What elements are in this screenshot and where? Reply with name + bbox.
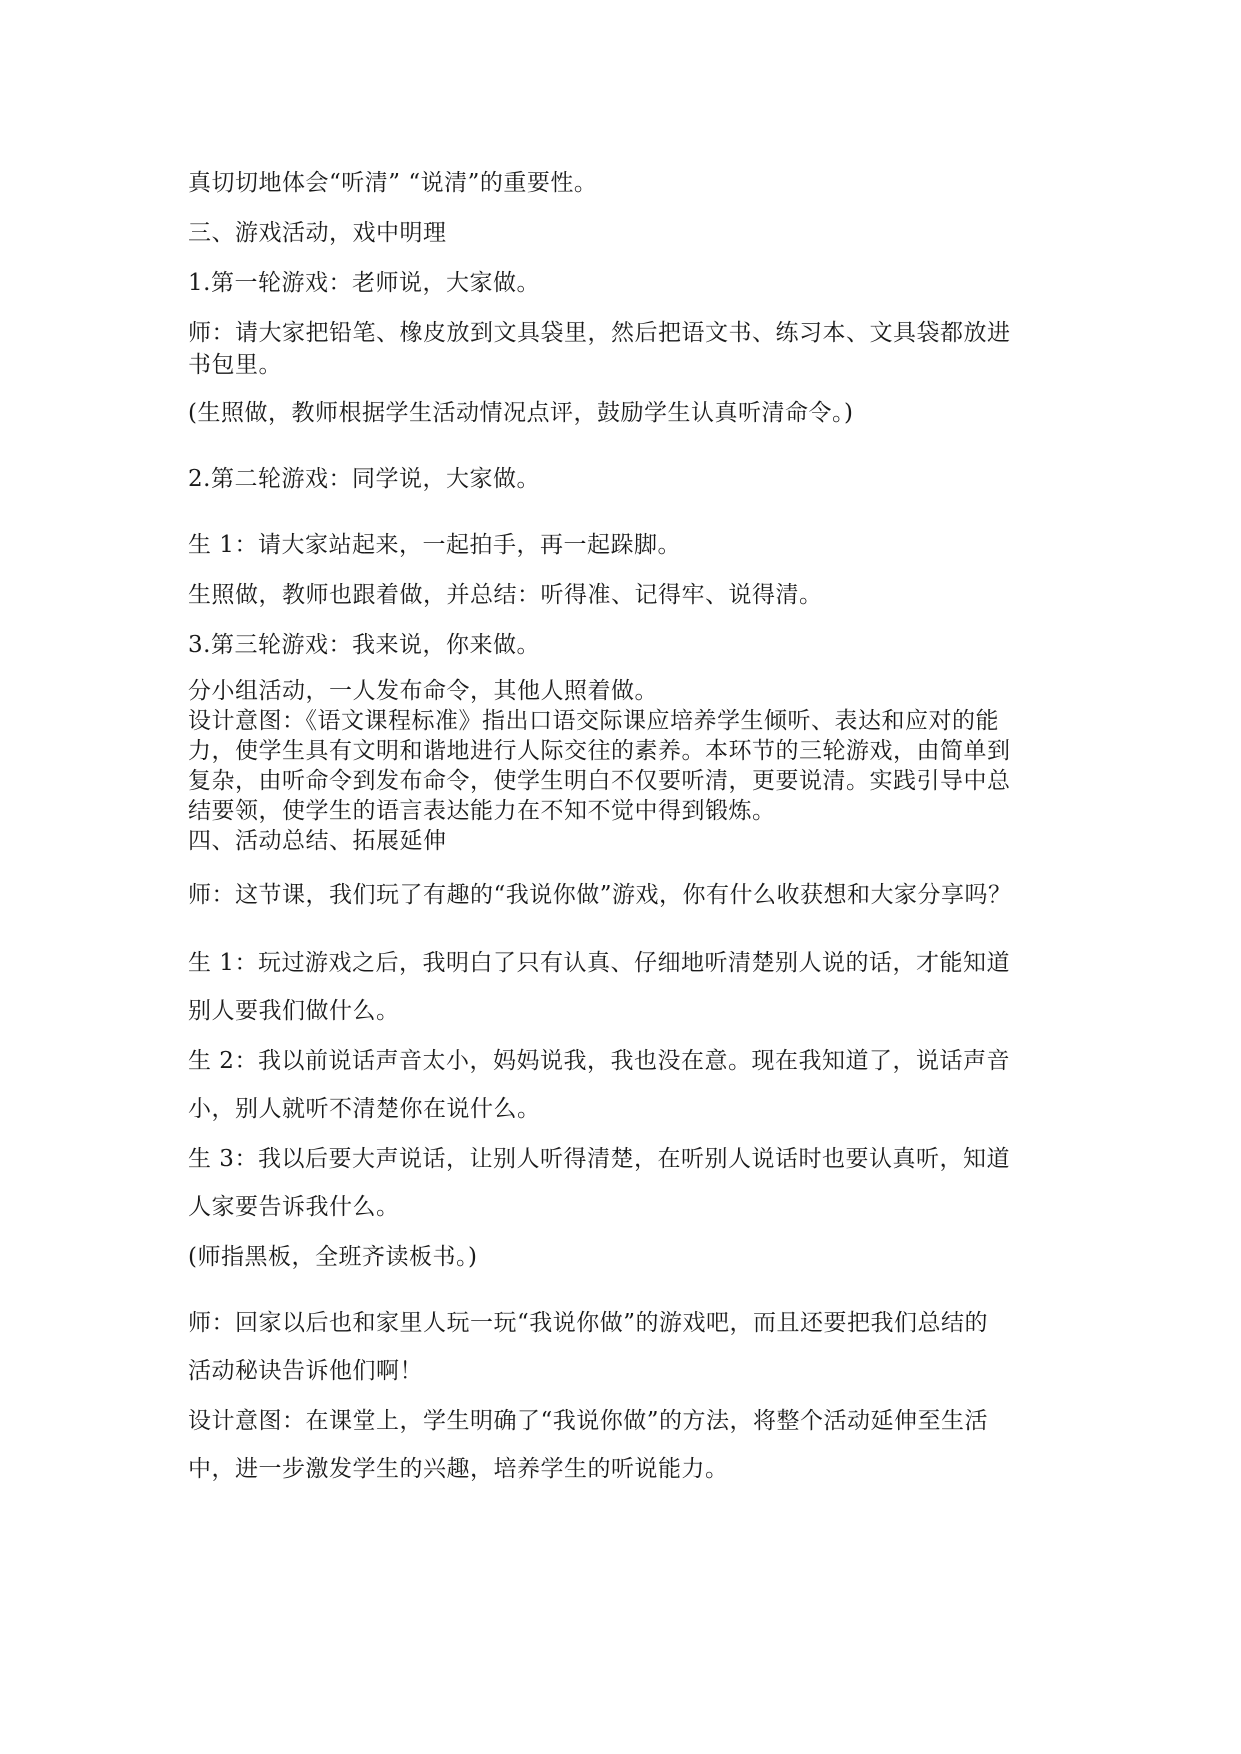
text-line: 师：回家以后也和家里人玩一玩“我说你做”的游戏吧，而且还要把我们总结的 xyxy=(188,1310,989,1336)
text-line: 小，别人就听不清楚你在说什么。 xyxy=(188,1096,541,1122)
text-line: 3.第三轮游戏：我来说，你来做。 xyxy=(188,632,540,658)
text-line: 设计意图：在课堂上，学生明确了“我说你做”的方法，将整个活动延伸至生活 xyxy=(188,1408,989,1434)
text-line: 生 1：请大家站起来，一起拍手，再一起跺脚。 xyxy=(188,532,681,558)
text-line: 真切切地体会“听清” “说清”的重要性。 xyxy=(188,170,598,196)
text-line: 复杂，由听命令到发布命令，使学生明白不仅要听清，更要说清。实践引导中总 xyxy=(188,768,1011,794)
text-line: 书包里。 xyxy=(188,352,282,378)
text-line: 分小组活动，一人发布命令，其他人照着做。 xyxy=(188,678,658,704)
text-line: 2.第二轮游戏：同学说，大家做。 xyxy=(188,466,540,492)
text-line: 师：这节课，我们玩了有趣的“我说你做”游戏，你有什么收获想和大家分享吗？ xyxy=(188,882,1012,908)
text-line: 人家要告诉我什么。 xyxy=(188,1194,400,1220)
text-line: 力，使学生具有文明和谐地进行人际交往的素养。本环节的三轮游戏，由简单到 xyxy=(188,738,1011,764)
section-heading: 三、游戏活动，戏中明理 xyxy=(188,220,447,246)
text-line: 1.第一轮游戏：老师说，大家做。 xyxy=(188,270,540,296)
text-line: 活动秘诀告诉他们啊！ xyxy=(188,1358,423,1384)
text-line: 结要领，使学生的语言表达能力在不知不觉中得到锻炼。 xyxy=(188,798,776,824)
text-line: 生 2：我以前说话声音太小，妈妈说我，我也没在意。现在我知道了，说话声音 xyxy=(188,1048,1010,1074)
text-line: 生照做，教师也跟着做，并总结：听得准、记得牢、说得清。 xyxy=(188,582,823,608)
text-line: 生 3：我以后要大声说话，让别人听得清楚，在听别人说话时也要认真听，知道 xyxy=(188,1146,1010,1172)
text-line: 师：请大家把铅笔、橡皮放到文具袋里，然后把语文书、练习本、文具袋都放进 xyxy=(188,320,1011,346)
text-line: 生 1：玩过游戏之后，我明白了只有认真、仔细地听清楚别人说的话，才能知道 xyxy=(188,950,1010,976)
text-line: 别人要我们做什么。 xyxy=(188,998,400,1024)
text-line: 中，进一步激发学生的兴趣，培养学生的听说能力。 xyxy=(188,1456,729,1482)
section-heading: 四、活动总结、拓展延伸 xyxy=(188,828,447,854)
text-line: 设计意图：《语文课程标准》指出口语交际课应培养学生倾听、表达和应对的能 xyxy=(188,708,999,734)
text-line: (师指黑板，全班齐读板书。) xyxy=(188,1244,478,1270)
text-line: (生照做，教师根据学生活动情况点评，鼓励学生认真听清命令。) xyxy=(188,400,854,426)
